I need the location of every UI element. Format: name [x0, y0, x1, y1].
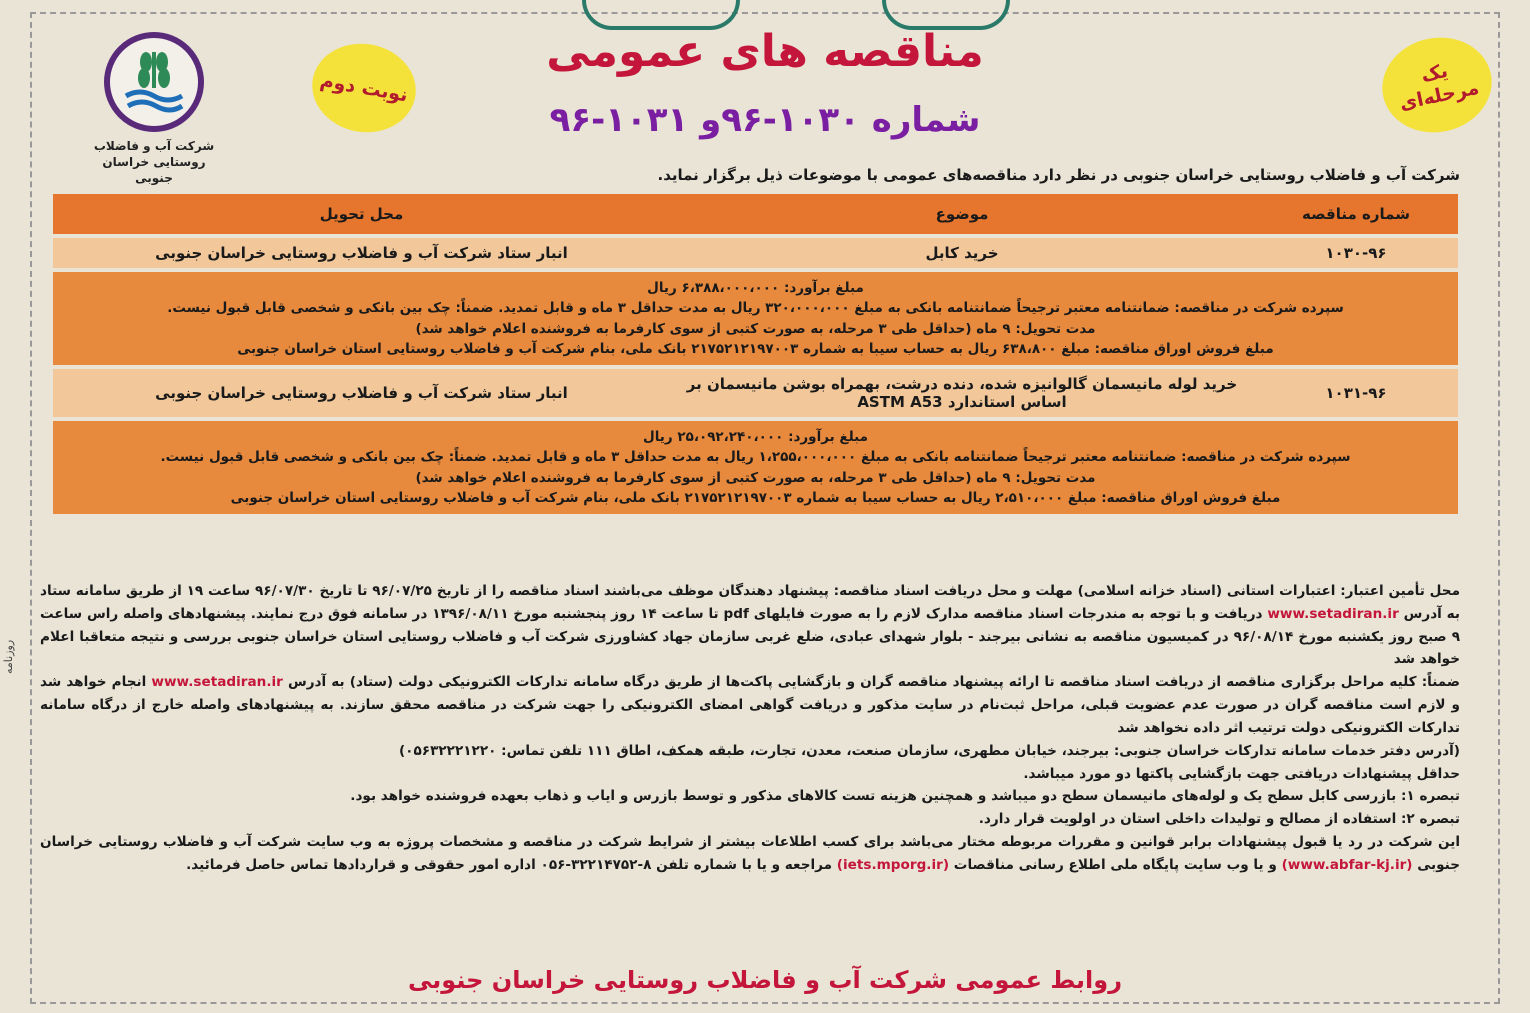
- tender-delivery-cell: انبار ستاد شرکت آب و فاضلاب روستایی خراسان جنوبی: [53, 369, 670, 417]
- table-detail-row: [53, 421, 1458, 514]
- tender-number: شماره ۱۰۳۰-۹۶و ۱۰۳۱-۹۶: [549, 100, 981, 140]
- notice-body: [40, 580, 1460, 877]
- detail-line: مبلغ برآورد: ۶،۳۸۸،۰۰۰،۰۰۰ ریال: [647, 280, 864, 296]
- setadiran-link[interactable]: www.setadiran.ir: [151, 674, 283, 691]
- tender-number-cell: ۱۰۳۰-۹۶: [1254, 238, 1458, 268]
- newspaper-side-strip: روزنامه: [2, 640, 15, 675]
- contact-paragraph: این شرکت در رد یا قبول پیشنهادات برابر قوانین و مقررات مربوطه مختار می‌باشد برای کسب اطلاعات بیشتر از شرایط شرکت در مناقصه و مشخصات پروژه به وب سایت شرکت آب و فاضلاب روستایی خراسان جنوبی (www.abfar-kj.ir) و یا وب سایت پایگاه ملی اطلاع رسانی مناقصات (iets.mporg.ir) مراجعه و یا با شماره تلفن ۸-۳۲۲۱۴۷۵۲-۰۵۶ اداره امور حقوقی و قراردادها تماس حاصل فرمائید.: [40, 834, 1460, 873]
- detail-line: سپرده شرکت در مناقصه: ضمانتنامه معتبر ترجیحاً ضمانتنامه بانکی به مبلغ ۳۲۰،۰۰۰،۰۰۰ ریال به مدت حداقل ۳ ماه و قابل تمدید. ضمناً: چک بین بانکی و شخصی قابل قبول نیست.: [167, 300, 1344, 317]
- detail-line: مدت تحویل: ۹ ماه (حداقل طی ۳ مرحله، به صورت کتبی از سوی کارفرما به فروشنده اعلام خواهد شد): [415, 320, 1096, 337]
- setadiran-link[interactable]: www.setadiran.ir: [1267, 605, 1399, 622]
- logo-caption: شرکت آب و فاضلاب روستایی خراسان جنوبی: [93, 139, 215, 186]
- abfar-link[interactable]: (www.abfar-kj.ir): [1281, 856, 1413, 873]
- page-title: مناقصه های عمومی: [546, 26, 984, 77]
- tender-details: [53, 421, 1458, 514]
- intro-text: شرکت آب و فاضلاب روستایی خراسان جنوبی در نظر دارد مناقصه‌های عمومی با موضوعات ذیل برگزار نماید.: [657, 166, 1460, 184]
- funding-paragraph: محل تأمین اعتبار: اعتبارات استانی (اسناد خزانه اسلامی) مهلت و محل دریافت اسناد مناقصه: پیشنهاد دهندگان موظف می‌باشند اسناد مناقصه را از تاریخ ۹۶/۰۷/۲۵ تا تاریخ ۹۶/۰۷/۳۰ ساعت ۱۹ از طریق سامانه ستاد به آدرس www.setadiran.ir دریافت و با توجه به مندرجات اسناد مناقصه مدارک لازم را به صورت فایلهای pdf تا ساعت ۱۴ روز پنجشنبه مورخ ۱۳۹۶/۰۸/۱۱ در سامانه فوق درج نمایند. پیشنهادهای واصله راس ساعت ۹ صبح روز یکشنبه مورخ ۹۶/۰۸/۱۴ در کمیسیون مناقصه به نشانی بیرجند - بلوار شهدای عبادی، ضلع غربی سازمان جهاد کشاورزی شرکت آب و فاضلاب روستایی استان خراسان جنوبی بررسی و نتیجه متعاقبا اعلام خواهد شد: [40, 583, 1461, 668]
- note-1: تبصره ۱: بازرسی کابل سطح یک و لوله‌های مانیسمان سطح دو میباشد و همچنین هزینه تست کالاهای مذکور و توسط بازرس و ایاب و ذهاب بعهده فروشنده خواهد بود.: [350, 788, 1460, 805]
- tender-subject-cell: خرید کابل: [670, 238, 1254, 268]
- tender-details: [53, 272, 1458, 365]
- detail-line: مدت تحویل: ۹ ماه (حداقل طی ۳ مرحله، به صورت کتبی از سوی کارفرما به فروشنده اعلام خواهد شد): [415, 469, 1096, 486]
- detail-line: مبلغ فروش اوراق مناقصه: مبلغ ۲،۵۱۰،۰۰۰ ریال به حساب سیبا به شماره ۲۱۷۵۲۱۲۱۹۷۰۰۳ بانک ملی، بنام شرکت آب و فاضلاب روستایی استان خراسان جنوبی: [230, 489, 1281, 506]
- detail-line: مبلغ برآورد: ۲۵،۰۹۲،۲۴۰،۰۰۰ ریال: [643, 429, 868, 445]
- tender-subject-cell: خرید لوله مانیسمان گالوانیزه شده، دنده درشت، بهمراه بوشن مانیسمان بر اساس استاندارد ASTM A53: [670, 369, 1254, 417]
- iets-link[interactable]: (iets.mporg.ir): [836, 856, 950, 873]
- footer-signature: روابط عمومی شرکت آب و فاضلاب روستایی خراسان جنوبی: [407, 966, 1123, 994]
- table-row: [53, 238, 1458, 268]
- table-header-row: [53, 194, 1458, 234]
- minimum-bids-note: حداقل پیشنهادات دریافتی جهت بازگشایی پاکتها دو مورد میباشد.: [1023, 765, 1460, 782]
- second-round-badge: نوبت دوم: [305, 36, 423, 141]
- tender-delivery-cell: انبار ستاد شرکت آب و فاضلاب روستایی خراسان جنوبی: [53, 238, 670, 268]
- tender-table: [53, 190, 1458, 518]
- table-row: [53, 369, 1458, 417]
- one-stage-badge: یک مرحله‌ای: [1373, 28, 1500, 143]
- process-paragraph: ضمناً: کلیه مراحل برگزاری مناقصه از دریافت اسناد مناقصه تا ارائه پیشنهاد مناقصه گران و بازگشایی پاکت‌ها از طریق درگاه سامانه تدارکات الکترونیکی دولت (ستاد) به آدرس www.setadiran.ir انجام خواهد شد و لازم است مناقصه گران در صورت عدم عضویت قبلی، مراحل ثبت‌نام در سایت مذکور و دریافت گواهی امضای الکترونیکی را جهت شرکت در مناقصه محقق سازند. به پیشنهادهای واصله خارج از درگاه سامانه تدارکات الکترونیکی دولت ترتیب اثر داده نخواهد شد: [40, 674, 1461, 736]
- table-detail-row: [53, 272, 1458, 365]
- detail-line: سپرده شرکت در مناقصه: ضمانتنامه معتبر ترجیحاً ضمانتنامه بانکی به مبلغ ۱،۲۵۵،۰۰۰،۰۰۰ ریال به مدت حداقل ۳ ماه و قابل تمدید. ضمناً: چک بین بانکی و شخصی قابل قبول نیست.: [160, 449, 1351, 466]
- note-2: تبصره ۲: استفاده از مصالح و تولیدات داخلی استان در اولویت قرار دارد.: [978, 811, 1460, 828]
- address-paragraph: (آدرس دفتر خدمات سامانه تدارکات خراسان جنوبی: بیرجند، خیابان مطهری، سازمان صنعت، معدن، تجارت، طبقه همکف، اطاق ۱۱۱ تلفن تماس: ۰۵۶۳۲۲۲۱۲۲۰): [398, 742, 1460, 759]
- col-header-delivery: محل تحویل: [53, 194, 670, 234]
- col-header-subject: موضوع: [670, 194, 1254, 234]
- col-header-number: شماره مناقصه: [1254, 194, 1458, 234]
- tender-notice: [22, 8, 1508, 1008]
- detail-line: مبلغ فروش اوراق مناقصه: مبلغ ۶۳۸،۸۰۰ ریال به حساب سیبا به شماره ۲۱۷۵۲۱۲۱۹۷۰۰۳ بانک ملی، بنام شرکت آب و فاضلاب روستایی استان خراسان جنوبی: [237, 340, 1274, 357]
- tender-number-cell: ۱۰۳۱-۹۶: [1254, 369, 1458, 417]
